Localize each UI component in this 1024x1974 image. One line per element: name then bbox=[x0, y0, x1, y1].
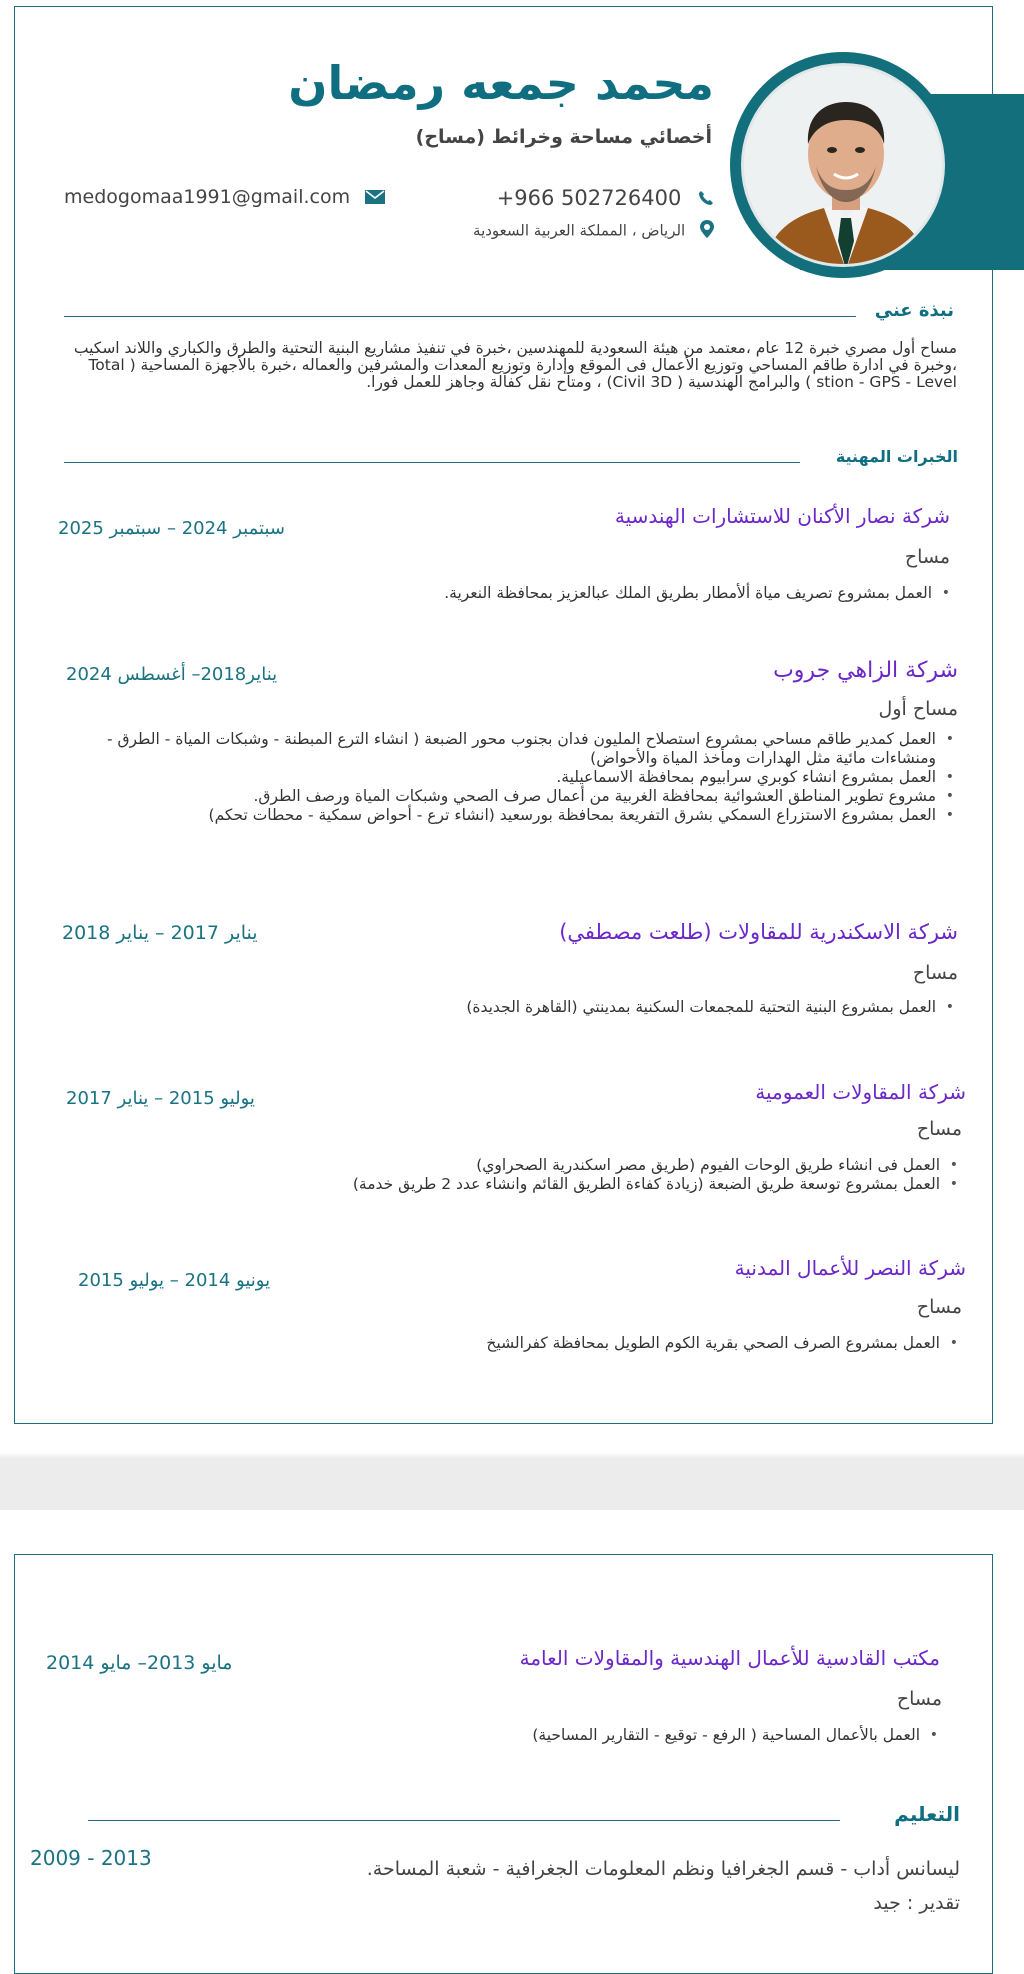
envelope-icon bbox=[365, 185, 385, 209]
job-role: مساح أول bbox=[878, 698, 958, 720]
list-item: • العمل بمشروع انشاء كوبري سرابيوم بمحافظة الاسماعيلية. bbox=[60, 768, 958, 787]
list-item: • العمل كمدير طاقم مساحي بمشروع استصلاح المليون فدان بجنوب محور الضبعة ( انشاء الترع المبطنة - وشبكات المياة - الطرق - ومنشاءات مائية مثل الهدارات ومأخذ المياة والأحواض) bbox=[60, 730, 958, 768]
phone-icon bbox=[698, 187, 714, 211]
phone-row bbox=[497, 186, 714, 211]
education-divider bbox=[88, 1820, 840, 1821]
job-bullets bbox=[60, 730, 958, 825]
map-pin-icon bbox=[700, 220, 714, 242]
job-date: مايو 2013– مايو 2014 bbox=[46, 1652, 233, 1674]
company-name: مكتب القادسية للأعمال الهندسية والمقاولات العامة bbox=[519, 1646, 940, 1670]
person-avatar-icon bbox=[744, 66, 945, 267]
job-date: يوليو 2015 – يناير 2017 bbox=[66, 1088, 255, 1109]
job-role: مساح bbox=[896, 1688, 942, 1710]
job-bullets bbox=[60, 998, 958, 1017]
job-role: مساح bbox=[904, 546, 950, 568]
profile-photo bbox=[741, 63, 945, 267]
phone-number[interactable]: +966 502726400 bbox=[496, 186, 682, 210]
email-address[interactable]: medogomaa1991@gmail.com bbox=[64, 186, 351, 208]
company-name: شركة المقاولات العمومية bbox=[755, 1080, 966, 1104]
job-bullets bbox=[60, 584, 954, 603]
list-item: • مشروع تطوير المناطق العشوائية بمحافظة الغربية من أعمال صرف الصحي وشبكات المياة ورصف الطرق. bbox=[60, 787, 958, 806]
list-item: • العمل بمشروع توسعة طريق الضبعة (زيادة كفاءة الطريق القائم وانشاء عدد 2 طريق خدمة) bbox=[60, 1175, 962, 1194]
job-bullets bbox=[60, 1334, 962, 1353]
list-item: • العمل بمشروع تصريف مياة ألأمطار بطريق الملك عبالعزيز بمحافظة النعرية. bbox=[60, 584, 954, 603]
candidate-title: أخصائي مساحة وخرائط (مساح) bbox=[415, 126, 712, 148]
about-heading: نبذة عني bbox=[874, 300, 954, 321]
list-item: • العمل بمشروع البنية التحتية للمجمعات السكنية بمدينتي (القاهرة الجديدة) bbox=[60, 998, 958, 1017]
list-item: • العمل بالأعمال المساحية ( الرفع - توقيع - التقارير المساحية) bbox=[60, 1726, 942, 1745]
list-item: • العمل بمشروع الاستزراع السمكي بشرق التفريعة بمحافظة بورسعيد (انشاء ترع - أحواض سمكية - محطات تحكم) bbox=[60, 806, 958, 825]
company-name: شركة الاسكندرية للمقاولات (طلعت مصطفي) bbox=[559, 920, 958, 944]
education-grade: تقدير : جيد bbox=[873, 1892, 960, 1914]
job-date: يونيو 2014 – يوليو 2015 bbox=[78, 1270, 271, 1291]
email-row bbox=[64, 184, 385, 209]
job-bullets bbox=[60, 1156, 962, 1194]
about-divider bbox=[64, 316, 856, 317]
job-role: مساح bbox=[916, 1118, 962, 1140]
job-date: يناير 2017 – يناير 2018 bbox=[62, 922, 258, 944]
job-role: مساح bbox=[916, 1296, 962, 1318]
experience-divider bbox=[64, 462, 800, 463]
job-bullets bbox=[60, 1726, 942, 1745]
list-item: • العمل بمشروع الصرف الصحي بقرية الكوم الطويل بمحافظة كفرالشيخ bbox=[60, 1334, 962, 1353]
about-text: مساح أول مصري خبرة 12 عام ،معتمد من هيئة السعودية للمهندسين ،خبرة في تنفيذ مشاريع البنية التحتية والطرق والكباري واللاند اسكيب ،وخبرة في ادارة طاقم المساحي وتوزيع الأعمال فى الموقع وإدارة وتوزيع المعدات والمشرفين والعماله ،خبرة بالأجهزة المساحية ( Total stion - GPS - Level ) والبرامج الهندسية ( Civil 3D) ، ومتاح نقل كفالة وجاهز للعمل فورا. bbox=[73, 339, 957, 391]
education-degree: ليسانس أداب - قسم الجغرافيا ونظم المعلومات الجغرافية - شعبة المساحة. bbox=[366, 1858, 960, 1880]
education-date: 2009 - 2013 bbox=[30, 1846, 152, 1870]
resume-page-2 bbox=[14, 1554, 993, 1974]
location-text: الرياض ، المملكة العربية السعودية bbox=[473, 221, 686, 240]
job-date: يناير2018– أغسطس 2024 bbox=[66, 664, 278, 685]
company-name: شركة نصار الأكنان للاستشارات الهندسية bbox=[614, 504, 950, 528]
education-heading: التعليم bbox=[894, 1802, 960, 1826]
job-date: سبتمبر 2024 – سبتمبر 2025 bbox=[58, 518, 285, 539]
list-item: • العمل فى انشاء طريق الوحات الفيوم (طريق مصر اسكندرية الصحراوي) bbox=[60, 1156, 962, 1175]
experience-heading: الخبرات المهنية bbox=[835, 447, 958, 466]
page-gap bbox=[0, 1458, 1024, 1510]
candidate-name: محمد جمعه رمضان bbox=[288, 56, 714, 110]
location-row bbox=[473, 220, 714, 242]
company-name: شركة الزاهي جروب bbox=[773, 658, 958, 683]
job-role: مساح bbox=[912, 962, 958, 984]
company-name: شركة النصر للأعمال المدنية bbox=[734, 1256, 966, 1280]
